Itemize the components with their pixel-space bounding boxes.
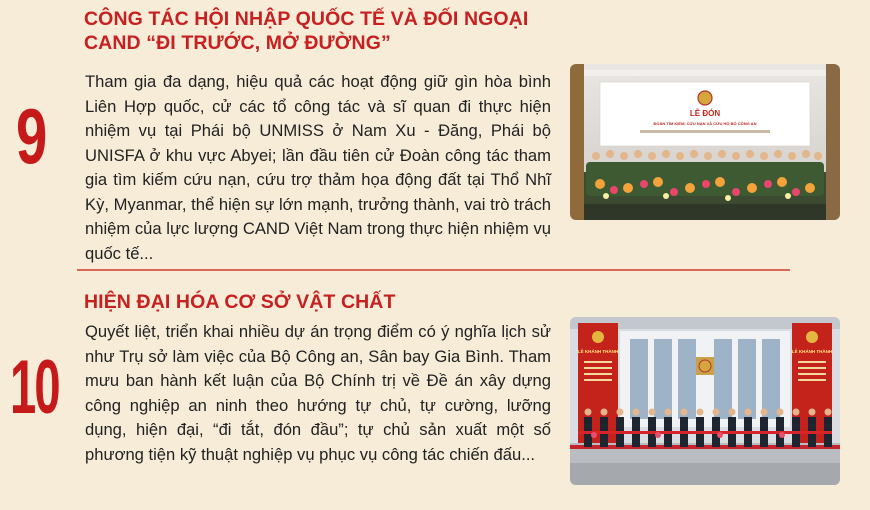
section-title [84,290,644,314]
section-divider [77,269,790,271]
section-number: 10 [10,345,59,430]
section-body: Quyết liệt, triển khai nhiều dự án trọng điểm có ý nghĩa lịch sử như Trụ sở làm việc của Bộ Công an, Sân bay Gia Bình. Tham mưu ban hành kết luận của Bộ Chính trị về Đề án xây dựng công nghiệp an ninh theo hướng tự chủ, tự cường, lưỡng dụng, hiện đại, “đi tắt, đón đầu”; tự chủ sản xuất một số phương tiện kỹ thuật nghiệp vụ phục vụ công tác chiến đấu... [85,322,551,464]
section-title-line1: HIỆN ĐẠI HÓA CƠ SỞ VẬT CHẤT [84,291,396,313]
section-title-line1: CÔNG TÁC HỘI NHẬP QUỐC TẾ VÀ ĐỐI NGOẠI [84,8,529,30]
section-number: 9 [16,92,46,180]
section-body: Tham gia đa dạng, hiệu quả các hoạt động giữ gìn hòa bình Liên Hợp quốc, cử các tổ công tác và sĩ quan đi thực hiện nhiệm vụ tại Phái bộ UNMISS ở Nam Xu - Đăng, Phái bộ UNISFA ở khu vực Abyei; lần đầu tiên cử Đoàn công tác tham gia tìm kiếm cứu nạn, cứu trợ thảm họa động đất tại Thổ Nhĩ Kỳ, Myanmar, thể hiện sự lớn mạnh, trưởng thành, vai trò trách nhiệm của lực lượng CAND Việt Nam trong thực hiện nhiệm vụ quốc tế... [85,72,551,263]
rescue-team-welcome-photo [570,64,840,220]
section-infrastructure-modernization [0,272,870,510]
photo-banner-left: LỄ KHÁNH THÀNH [577,349,619,354]
inauguration-ceremony-photo [570,317,840,485]
photo-banner-subtitle: ĐOÀN TÌM KIẾM, CỨU NẠN VÀ CỨU HỘ BỘ CÔNG AN [653,121,757,126]
section-title [84,7,644,55]
photo-banner-right: LỄ KHÁNH THÀNH [791,349,833,354]
photo-banner-title: LỄ ĐÓN [689,109,721,118]
section-title-line2: CAND “ĐI TRƯỚC, MỞ ĐƯỜNG” [84,32,391,54]
